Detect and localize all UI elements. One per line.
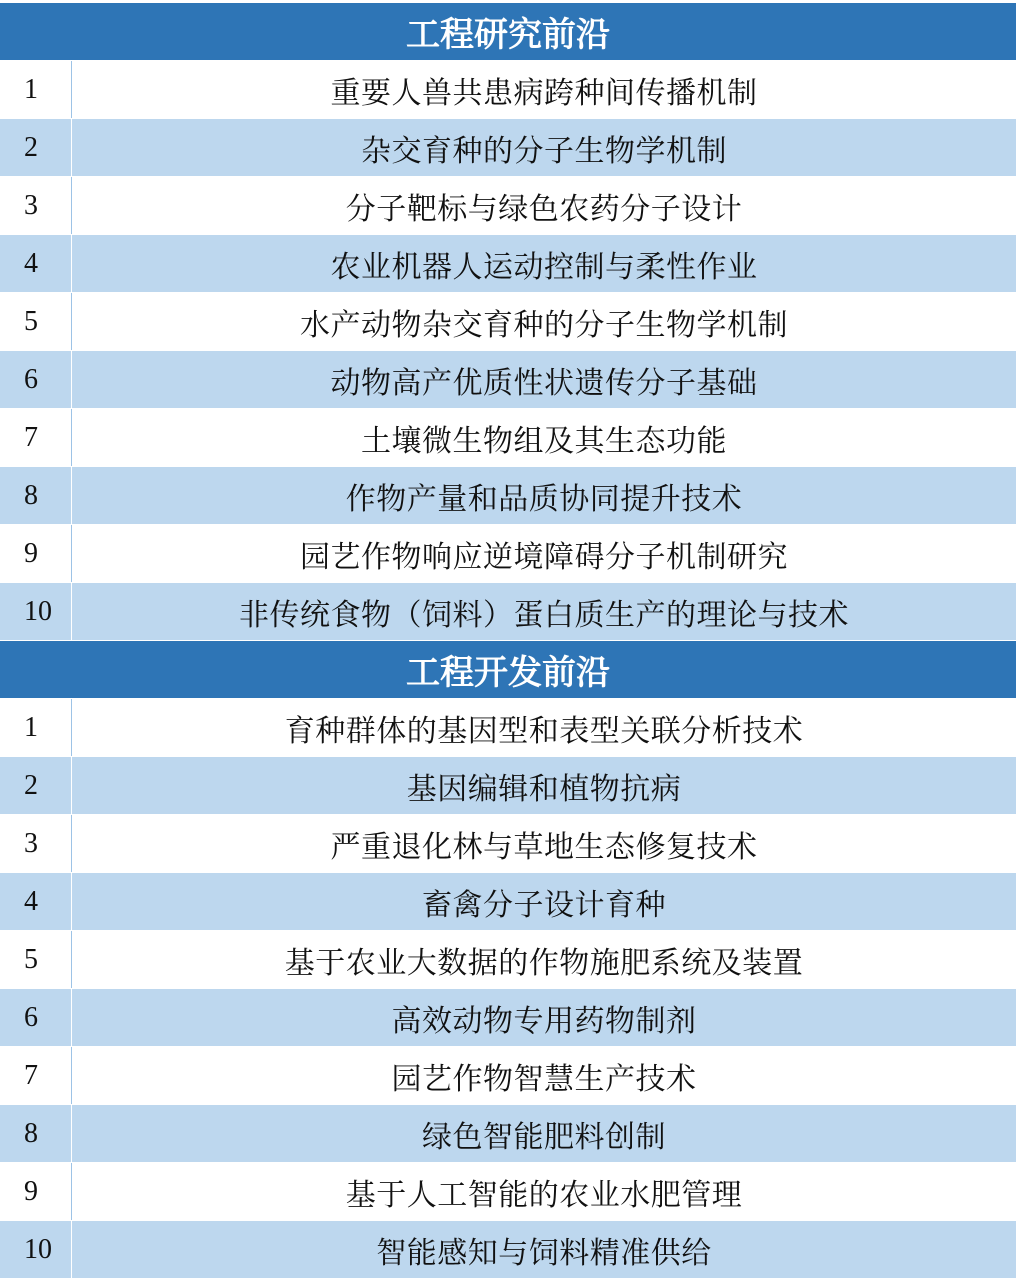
row-number: 4 <box>0 873 72 930</box>
table-row <box>0 61 1016 119</box>
table-row <box>0 699 1016 757</box>
row-title: 基于农业大数据的作物施肥系统及装置 <box>284 945 804 981</box>
table-row <box>0 293 1016 351</box>
row-number: 1 <box>0 699 72 756</box>
row-title: 水产动物杂交育种的分子生物学机制 <box>300 307 788 343</box>
row-number: 9 <box>0 525 72 582</box>
row-title: 园艺作物智慧生产技术 <box>391 1061 697 1097</box>
section-header-development <box>0 641 1016 699</box>
row-title: 农业机器人运动控制与柔性作业 <box>330 249 758 285</box>
table-row <box>0 1163 1016 1221</box>
table-row <box>0 873 1016 931</box>
row-number: 2 <box>0 757 72 814</box>
table-row <box>0 1047 1016 1105</box>
row-number: 10 <box>0 1221 72 1278</box>
row-title: 育种群体的基因型和表型关联分析技术 <box>284 713 804 749</box>
table-row <box>0 119 1016 177</box>
table-row <box>0 351 1016 409</box>
row-number: 8 <box>0 467 72 524</box>
row-number: 4 <box>0 235 72 292</box>
row-title: 智能感知与饲料精准供给 <box>376 1235 712 1271</box>
table-row <box>0 177 1016 235</box>
row-number: 9 <box>0 1163 72 1220</box>
section-header-research <box>0 3 1016 61</box>
row-title: 非传统食物（饲料）蛋白质生产的理论与技术 <box>239 597 849 633</box>
table-row <box>0 235 1016 293</box>
row-title: 高效动物专用药物制剂 <box>391 1003 697 1039</box>
row-number: 2 <box>0 119 72 176</box>
row-title: 绿色智能肥料创制 <box>422 1119 666 1155</box>
row-number: 8 <box>0 1105 72 1162</box>
row-title: 严重退化林与草地生态修复技术 <box>330 829 758 865</box>
row-title: 重要人兽共患病跨种间传播机制 <box>330 75 758 111</box>
table-row <box>0 815 1016 873</box>
row-title: 基于人工智能的农业水肥管理 <box>345 1177 743 1213</box>
row-number: 10 <box>0 583 72 640</box>
row-title: 动物高产优质性状遗传分子基础 <box>330 365 758 401</box>
table-row <box>0 989 1016 1047</box>
row-title: 分子靶标与绿色农药分子设计 <box>345 191 743 227</box>
section-title: 工程研究前沿 <box>406 15 610 55</box>
table-row <box>0 1105 1016 1163</box>
row-number: 1 <box>0 61 72 118</box>
row-title: 作物产量和品质协同提升技术 <box>345 481 743 517</box>
row-title: 园艺作物响应逆境障碍分子机制研究 <box>300 539 788 575</box>
row-number: 6 <box>0 989 72 1046</box>
row-title: 杂交育种的分子生物学机制 <box>361 133 727 169</box>
row-number: 5 <box>0 293 72 350</box>
row-number: 7 <box>0 409 72 466</box>
row-title: 土壤微生物组及其生态功能 <box>361 423 727 459</box>
table-row <box>0 583 1016 641</box>
row-number: 3 <box>0 815 72 872</box>
table-row <box>0 467 1016 525</box>
table-row <box>0 409 1016 467</box>
section-title: 工程开发前沿 <box>406 653 610 693</box>
row-title: 畜禽分子设计育种 <box>422 887 666 923</box>
table-row <box>0 931 1016 989</box>
table-row <box>0 1221 1016 1279</box>
table-row <box>0 525 1016 583</box>
row-number: 7 <box>0 1047 72 1104</box>
row-number: 3 <box>0 177 72 234</box>
table-row <box>0 757 1016 815</box>
row-title: 基因编辑和植物抗病 <box>406 771 682 807</box>
row-number: 5 <box>0 931 72 988</box>
row-number: 6 <box>0 351 72 408</box>
